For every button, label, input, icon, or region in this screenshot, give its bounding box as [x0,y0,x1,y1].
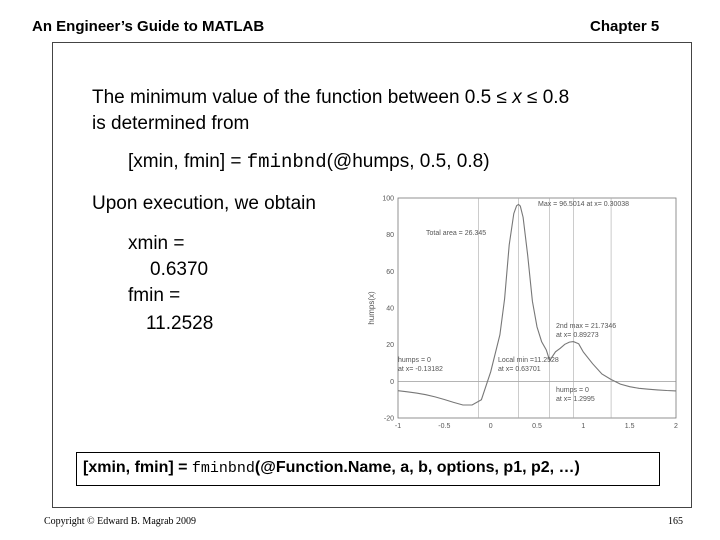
intro-text: The minimum value of the function between 0.5 [92,87,497,108]
command-lhs: [xmin, fmin] = [128,151,247,172]
intro-upper-bound: 0.8 [537,87,570,108]
variable-x: x [512,87,522,108]
annot-max: Max = 96.5014 at x= 0.30038 [538,201,630,208]
fmin-label: fmin = [128,285,181,306]
x-tick-label: 0.5 [532,423,542,430]
annot-local-min-2: at x= 0.63701 [498,366,541,373]
x-tick-label: -1 [394,423,402,430]
annot-zero-left-2: at x= -0.13182 [398,366,443,373]
syntax-function: fminbnd [191,460,255,477]
command-function: fminbnd [246,151,327,173]
y-tick-label: 60 [386,268,394,276]
y-tick-label: -20 [383,415,394,423]
command-args: (@humps, 0.5, 0.8) [326,151,490,172]
fmin-value: 11.2528 [146,313,214,334]
xmin-label: xmin = [128,233,185,254]
syntax-box [76,452,660,486]
y-tick-label: 0 [390,378,394,386]
command-line [128,150,490,174]
annot-second-max-1: 2nd max = 21.7346 [556,323,617,330]
x-tick-label: -0.5 [438,423,451,430]
chapter-label: Chapter 5 [590,18,660,35]
result-intro: Upon execution, we obtain [92,193,316,214]
y-tick-label: 20 [386,342,394,350]
annot-zero-left-1: humps = 0 [398,357,431,364]
annot-second-max-2: at x= 0.89273 [556,332,599,339]
annot-area: Total area = 26.345 [426,230,487,237]
y-tick-label: 40 [386,305,394,313]
annot-zero-right-1: humps = 0 [556,387,589,394]
syntax-lhs: [xmin, fmin] = [83,459,192,476]
syntax-args: (@Function.Name, a, b, options, p1, p2, …) [254,459,580,476]
x-tick-label: 1.5 [624,423,635,430]
header-title: An Engineer’s Guide to MATLAB [32,18,265,35]
intro-line-1 [92,86,569,109]
x-tick-label: 0 [488,423,493,430]
annot-local-min-1: Local min =11.2528 [498,357,559,364]
y-tick-label: 100 [382,195,394,203]
x-tick-label: 2 [674,423,678,430]
y-axis-label: humps(x) [367,291,376,325]
copyright: Copyright © Edward B. Magrab 2009 [44,516,197,527]
intro-line-2: is determined from [92,113,250,134]
xmin-value: 0.6370 [150,259,209,280]
x-tick-label: 1 [581,423,586,430]
y-tick-label: 80 [386,232,394,240]
annot-zero-right-2: at x= 1.2995 [556,396,595,403]
page-number: 165 [668,516,683,527]
humps-plot [360,186,690,440]
leq-symbol-2: ≤ [527,87,538,108]
leq-symbol: ≤ [496,87,507,108]
